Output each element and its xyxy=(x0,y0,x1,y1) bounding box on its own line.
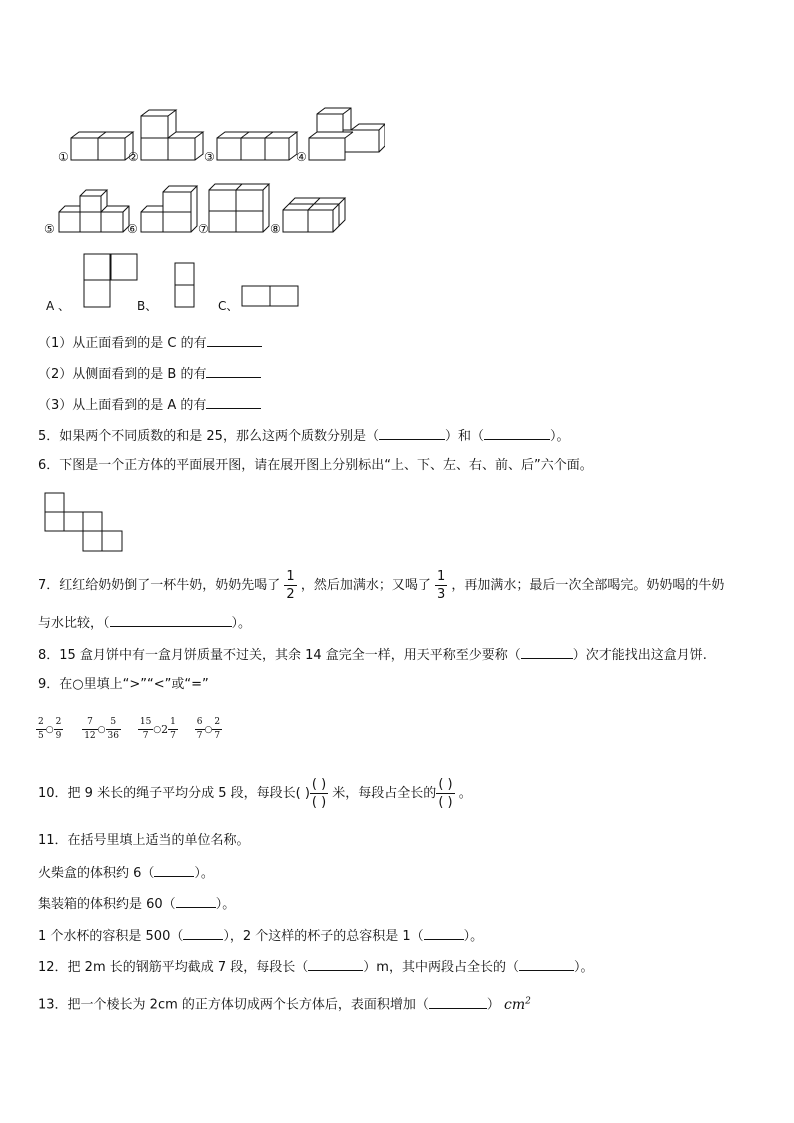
answer-blank[interactable] xyxy=(154,863,194,877)
answer-blank[interactable] xyxy=(206,395,261,409)
answer-blank[interactable] xyxy=(379,426,445,440)
figure-label-7: ⑦ xyxy=(198,222,209,236)
figure-label-5: ⑤ xyxy=(44,222,55,236)
answer-blank[interactable] xyxy=(429,995,487,1009)
question-9: 9．在○里填上“>”“<”或“=” xyxy=(38,677,209,692)
comparison-2: $\frac{7}{12}$ ○ $\frac{5}{36}$ xyxy=(84,717,119,741)
q4-sub1: （1）从正面看到的是 C 的有 xyxy=(38,333,262,353)
figure-label-8: ⑧ xyxy=(270,222,281,236)
figure-label-2: ② xyxy=(128,150,139,164)
compare-circle[interactable]: ○ xyxy=(204,725,213,735)
q9-comparisons xyxy=(36,718,222,741)
view-c-figure xyxy=(241,285,299,307)
answer-fraction-ratio[interactable]: $\frac{( )}{( )}$ xyxy=(438,777,453,810)
question-8: 8．15 盒月饼中有一盒月饼质量不过关，其余 14 盒完全一样，用天平称至少要称（ ）次才能找出这盒月饼. xyxy=(38,645,707,665)
compare-circle[interactable]: ○ xyxy=(97,725,106,735)
cube-net-figure xyxy=(44,492,126,554)
question-11: 11．在括号里填上适当的单位名称。 xyxy=(38,833,250,848)
answer-blank[interactable] xyxy=(308,957,363,971)
figure-label-6: ⑥ xyxy=(127,222,138,236)
question-7-line-2: 与水比较，（ ）。 xyxy=(38,613,251,633)
answer-blank[interactable] xyxy=(207,333,262,347)
answer-blank[interactable] xyxy=(521,645,573,659)
answer-blank[interactable] xyxy=(484,426,550,440)
question-13: 13．把一个棱长为 2cm 的正方体切成两个长方体后，表面积增加（ ） $cm^2$ xyxy=(38,996,531,1013)
question-11-c: 1 个水杯的容积是 500（ ），2 个这样的杯子的总容积是 1（ ）。 xyxy=(38,926,483,946)
question-11-a: 火柴盒的体积约 6（ ）。 xyxy=(38,863,214,883)
question-11-b: 集装箱的体积约是 60（ ）。 xyxy=(38,894,235,914)
view-label-a: A 、 xyxy=(46,299,71,313)
question-6: 6．下图是一个正方体的平面展开图，请在展开图上分别标出“上、下、左、右、前、后”六个面。 xyxy=(38,458,593,473)
answer-blank[interactable] xyxy=(519,957,574,971)
figure-label-4: ④ xyxy=(296,150,307,164)
unit-cm2: $cm^2$ xyxy=(504,996,531,1013)
comparison-4: $\frac{6}{7}$ ○ $\frac{2}{7}$ xyxy=(196,717,221,741)
q4-sub3: （3）从上面看到的是 A 的有 xyxy=(38,395,261,415)
question-12: 12．把 2m 长的钢筋平均截成 7 段，每段长（ ）m，其中两段占全长的（ ）。 xyxy=(38,957,593,977)
view-b-figure xyxy=(174,262,196,308)
answer-blank[interactable] xyxy=(183,926,223,940)
answer-blank[interactable] xyxy=(424,926,464,940)
question-5: 5．如果两个不同质数的和是 25，那么这两个质数分别是（ ）和（ ）。 xyxy=(38,426,569,446)
answer-fraction-length[interactable]: $\frac{( )}{( )}$ xyxy=(311,777,327,810)
figure-label-3: ③ xyxy=(204,150,215,164)
comparison-3: $\frac{15}{7}$ ○2 $\frac{1}{7}$ xyxy=(139,717,176,741)
view-a-figure xyxy=(83,253,139,309)
question-7-line-1: 7．红红给奶奶倒了一杯牛奶，奶奶先喝了 $\frac{1}{2}$ ，然后加满水；又喝了 $\frac{1}{3}$ ，再加满水；最后一次全部喝完。奶奶喝的牛奶 xyxy=(38,569,725,602)
comparison-1: $\frac{2}{5}$ ○ $\frac{2}{9}$ xyxy=(38,717,62,741)
view-label-c: C、 xyxy=(218,299,239,313)
compare-circle[interactable]: ○ xyxy=(153,725,162,735)
q4-sub2: （2）从侧面看到的是 B 的有 xyxy=(38,364,261,384)
figure-label-1: ① xyxy=(58,150,69,164)
question-10: 10．把 9 米长的绳子平均分成 5 段，每段长( ) $\frac{( )}{( )}$ 米，每段占全长的 $\frac{( )}{( )}$ 。 xyxy=(38,777,472,810)
fraction-one-third: $\frac{1}{3}$ xyxy=(437,569,446,602)
answer-blank[interactable] xyxy=(110,613,232,627)
answer-blank[interactable] xyxy=(176,894,216,908)
view-label-b: B、 xyxy=(137,299,158,313)
cube-figures-row-1 xyxy=(55,100,385,170)
compare-circle[interactable]: ○ xyxy=(45,725,54,735)
fraction-one-half: $\frac{1}{2}$ xyxy=(286,569,295,602)
answer-blank[interactable] xyxy=(206,364,261,378)
